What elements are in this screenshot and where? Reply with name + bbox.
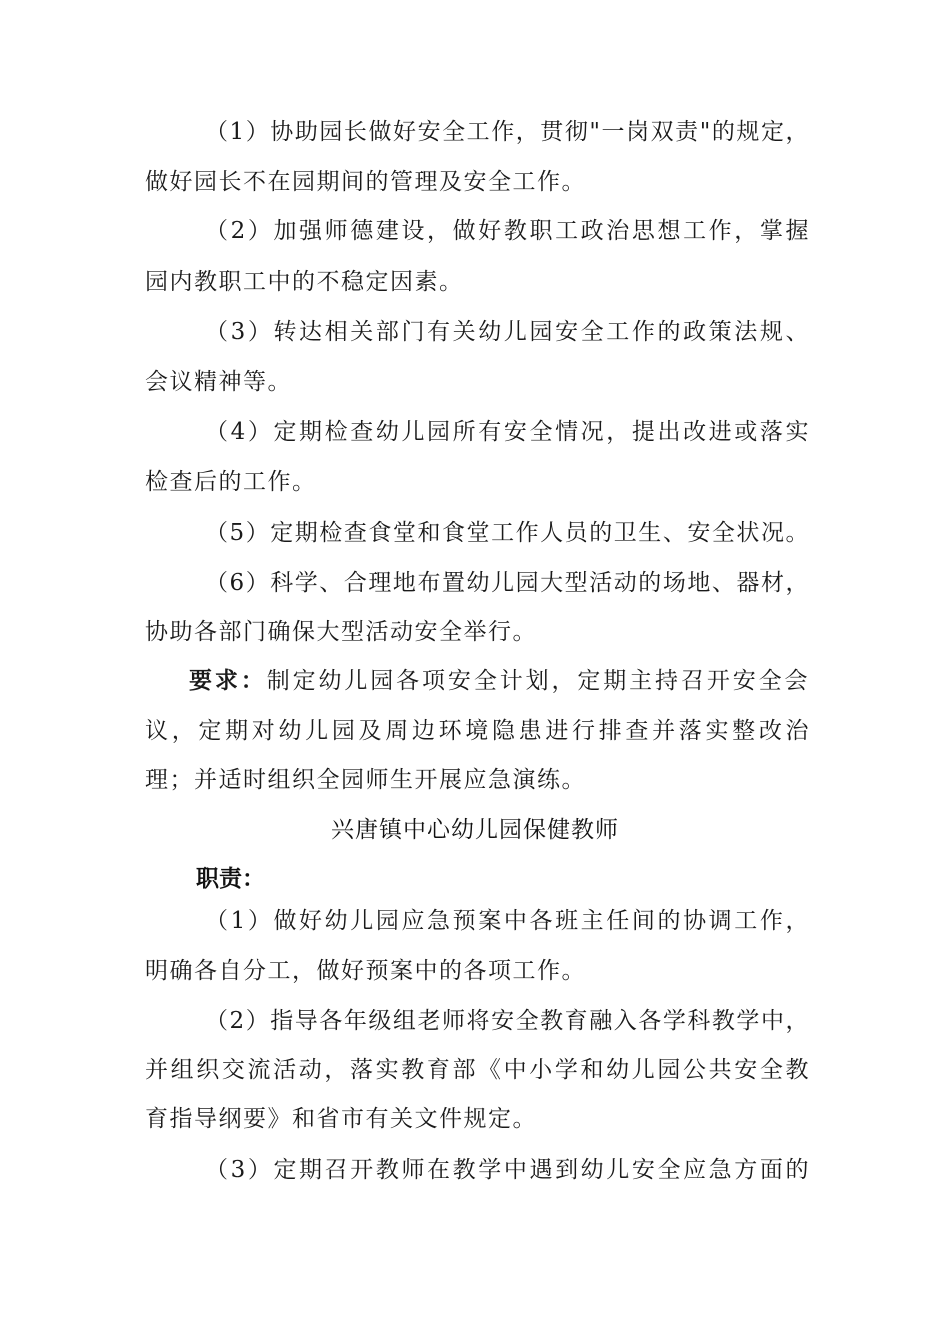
paragraph-line: 检查后的工作。 <box>145 469 317 495</box>
paragraph-line: 育指导纲要》和省市有关文件规定。 <box>145 1106 537 1132</box>
paragraph-line: （3）定期召开教师在教学中遇到幼儿安全应急方面的 <box>205 1157 810 1183</box>
duty-label: 职责： <box>196 866 265 892</box>
paragraph-line: （4）定期检查幼儿园所有安全情况，提出改进或落实 <box>205 419 810 445</box>
section-title: 兴唐镇中心幼儿园保健教师 <box>331 817 619 843</box>
paragraph-line: （1）协助园长做好安全工作，贯彻"一岗双责"的规定， <box>205 119 810 145</box>
paragraph-line: （2）加强师德建设，做好教职工政治思想工作，掌握 <box>205 218 810 244</box>
paragraph-line: 协助各部门确保大型活动安全举行。 <box>145 619 537 645</box>
paragraph-line: 并组织交流活动，落实教育部《中小学和幼儿园公共安全教 <box>145 1057 810 1083</box>
paragraph-line: 理；并适时组织全园师生开展应急演练。 <box>145 767 586 793</box>
paragraph-line: 议，定期对幼儿园及周边环境隐患进行排查并落实整改治 <box>145 718 810 744</box>
paragraph-line: （3）转达相关部门有关幼儿园安全工作的政策法规、 <box>205 319 810 345</box>
requirement-line <box>189 666 809 696</box>
paragraph-line: （1）做好幼儿园应急预案中各班主任间的协调工作， <box>205 908 810 934</box>
requirement-text: 制定幼儿园各项安全计划，定期主持召开安全会 <box>266 668 810 694</box>
paragraph-line: 明确各自分工，做好预案中的各项工作。 <box>145 958 586 984</box>
paragraph-line: （2）指导各年级组老师将安全教育融入各学科教学中， <box>205 1008 810 1034</box>
paragraph-line: （5）定期检查食堂和食堂工作人员的卫生、安全状况。 <box>205 520 810 546</box>
paragraph-line: 会议精神等。 <box>145 369 292 395</box>
paragraph-line: （6）科学、合理地布置幼儿园大型活动的场地、器材， <box>205 570 810 596</box>
paragraph-line: 做好园长不在园期间的管理及安全工作。 <box>145 169 586 195</box>
paragraph-line: 园内教职工中的不稳定因素。 <box>145 269 464 295</box>
requirement-label: 要求： <box>189 668 267 694</box>
